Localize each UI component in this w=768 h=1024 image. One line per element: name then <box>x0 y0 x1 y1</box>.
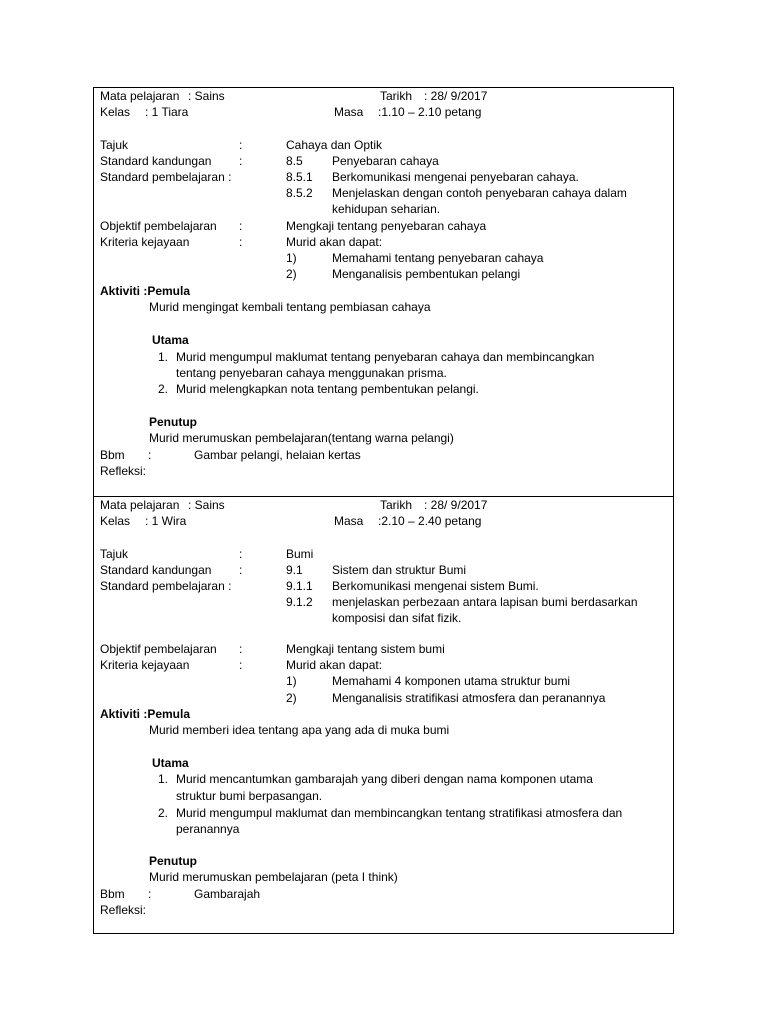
learning-standard-code: 9.1.1 <box>286 579 313 593</box>
date-label: Tarikh <box>380 89 413 103</box>
date-value: : 28/ 9/2017 <box>424 89 488 103</box>
class-value: : 1 Wira <box>145 514 187 528</box>
time-value: :1.10 – 2.10 petang <box>378 105 482 119</box>
main-item-cont: peranannya <box>176 822 240 836</box>
bbm-value: Gambarajah <box>194 887 261 901</box>
criteria-number: 1) <box>286 251 297 265</box>
time-label: Masa <box>334 514 364 528</box>
content-standard-value: Penyebaran cahaya <box>332 154 439 168</box>
plan-divider <box>94 496 673 497</box>
colon: : <box>239 658 243 672</box>
starter-text: Murid memberi idea tentang apa yang ada di muka bumi <box>149 723 450 737</box>
topic-value: Cahaya dan Optik <box>286 138 383 152</box>
objective-label: Objektif pembelajaran <box>100 219 217 233</box>
content-standard-value: Sistem dan struktur Bumi <box>332 563 467 577</box>
main-item-cont: tentang penyebaran cahaya menggunakan prisma. <box>176 366 447 380</box>
colon: : <box>239 219 243 233</box>
criteria-label: Kriteria kejayaan <box>100 658 190 672</box>
closing-text: Murid merumuskan pembelajaran(tentang warna pelangi) <box>149 431 454 445</box>
learning-standard-text: Berkomunikasi mengenai penyebaran cahaya. <box>332 170 579 184</box>
learning-standard-code: 8.5.1 <box>286 170 313 184</box>
main-label: Utama <box>152 756 189 770</box>
colon: : <box>239 154 243 168</box>
main-item: Murid mengumpul maklumat dan membincangkan tentang stratifikasi atmosfera dan <box>176 806 623 820</box>
main-item-cont: struktur bumi berpasangan. <box>176 789 323 803</box>
main-item: Murid melengkapkan nota tentang pembentukan pelangi. <box>176 382 479 396</box>
learning-standard-code: 8.5.2 <box>286 186 313 200</box>
learning-standard-label: Standard pembelajaran : <box>100 170 232 184</box>
content-standard-code: 8.5 <box>286 154 303 168</box>
content-standard-code: 9.1 <box>286 563 303 577</box>
date-label: Tarikh <box>380 498 413 512</box>
class-label: Kelas <box>100 105 131 119</box>
main-number: 1. <box>158 772 169 786</box>
learning-standard-text-cont: kehidupan seharian. <box>332 202 441 216</box>
class-value: : 1 Tiara <box>145 105 189 119</box>
time-value: :2.10 – 2.40 petang <box>378 514 482 528</box>
subject-value: : Sains <box>188 498 225 512</box>
colon: : <box>239 563 243 577</box>
main-number: 2. <box>158 382 169 396</box>
objective-value: Mengkaji tentang penyebaran cahaya <box>286 219 487 233</box>
learning-standard-text: menjelaskan perbezaan antara lapisan bumi berdasarkan <box>332 595 638 609</box>
subject-label: Mata pelajaran <box>100 89 180 103</box>
learning-standard-text: Berkomunikasi mengenai sistem Bumi. <box>332 579 539 593</box>
criteria-intro: Murid akan dapat: <box>286 235 383 249</box>
topic-label: Tajuk <box>100 547 129 561</box>
main-item: Murid mencantumkan gambarajah yang diberi dengan nama komponen utama <box>176 772 593 786</box>
topic-label: Tajuk <box>100 138 129 152</box>
content-standard-label: Standard kandungan <box>100 563 212 577</box>
criteria-number: 2) <box>286 691 297 705</box>
reflection-label: Refleksi: <box>100 903 147 917</box>
learning-standard-text: Menjelaskan dengan contoh penyebaran cahaya dalam <box>332 186 627 200</box>
subject-label: Mata pelajaran <box>100 498 180 512</box>
closing-label: Penutup <box>149 415 197 429</box>
colon: : <box>148 887 152 901</box>
main-item: Murid mengumpul maklumat tentang penyebaran cahaya dan membincangkan <box>176 350 595 364</box>
topic-value: Bumi <box>286 547 314 561</box>
criteria-number: 1) <box>286 674 297 688</box>
learning-standard-text-cont: komposisi dan sifat fizik. <box>332 611 462 625</box>
activity-label: Aktiviti :Pemula <box>100 284 191 298</box>
bbm-label: Bbm <box>100 887 125 901</box>
closing-text: Murid merumuskan pembelajaran (peta I think) <box>149 870 398 884</box>
main-number: 2. <box>158 806 169 820</box>
criteria-intro: Murid akan dapat: <box>286 658 383 672</box>
objective-value: Mengkaji tentang sistem bumi <box>286 642 445 656</box>
criteria-item: Memahami 4 komponen utama struktur bumi <box>332 674 571 688</box>
reflection-label: Refleksi: <box>100 464 147 478</box>
learning-standard-label: Standard pembelajaran : <box>100 579 232 593</box>
starter-text: Murid mengingat kembali tentang pembiasan cahaya <box>149 300 431 314</box>
bbm-value: Gambar pelangi, helaian kertas <box>194 448 361 462</box>
colon: : <box>239 138 243 152</box>
main-label: Utama <box>152 333 189 347</box>
learning-standard-code: 9.1.2 <box>286 595 313 609</box>
class-label: Kelas <box>100 514 131 528</box>
main-number: 1. <box>158 350 169 364</box>
bbm-label: Bbm <box>100 448 125 462</box>
subject-value: : Sains <box>188 89 225 103</box>
time-label: Masa <box>334 105 364 119</box>
colon: : <box>239 642 243 656</box>
criteria-number: 2) <box>286 267 297 281</box>
activity-label: Aktiviti :Pemula <box>100 707 191 721</box>
criteria-item: Memahami tentang penyebaran cahaya <box>332 251 544 265</box>
objective-label: Objektif pembelajaran <box>100 642 217 656</box>
criteria-item: Menganalisis pembentukan pelangi <box>332 267 521 281</box>
lesson-plan-sheet <box>93 87 674 934</box>
colon: : <box>239 235 243 249</box>
criteria-item: Menganalisis stratifikasi atmosfera dan peranannya <box>332 691 606 705</box>
content-standard-label: Standard kandungan <box>100 154 212 168</box>
closing-label: Penutup <box>149 854 197 868</box>
colon: : <box>239 547 243 561</box>
colon: : <box>148 448 152 462</box>
date-value: : 28/ 9/2017 <box>424 498 488 512</box>
criteria-label: Kriteria kejayaan <box>100 235 190 249</box>
